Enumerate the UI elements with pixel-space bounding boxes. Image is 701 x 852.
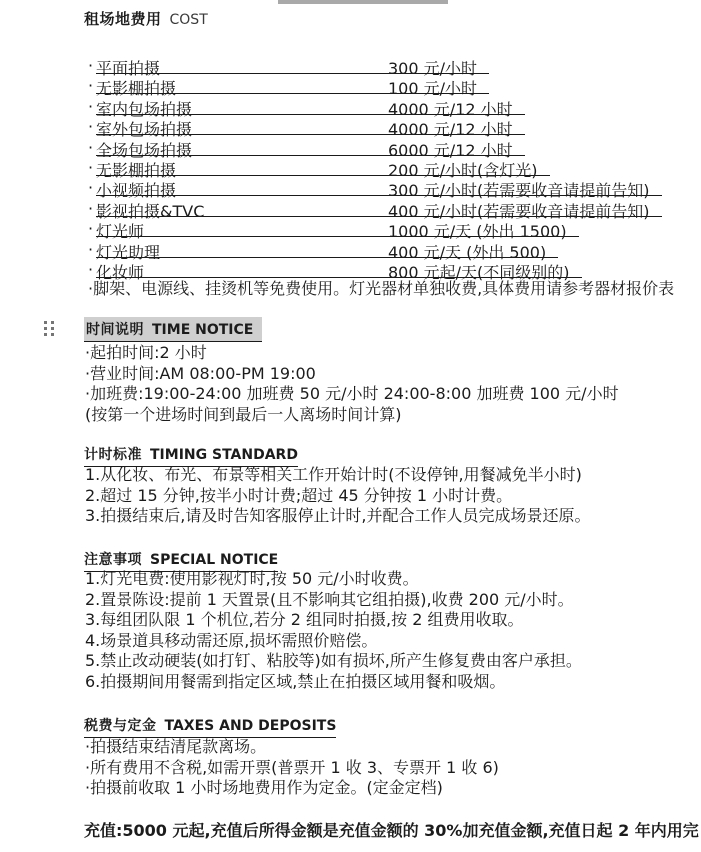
text-line: 3.拍摄结束后,请及时告知客服停止计时,并配合工作人员完成场景还原。 xyxy=(85,506,591,525)
taxes-deposits-title-underline xyxy=(84,715,336,738)
text-line: ·营业时间:AM 08:00-PM 19:00 xyxy=(85,363,316,383)
price-row-line xyxy=(96,239,558,262)
time-notice-title-zh: 时间说明 xyxy=(86,322,144,338)
text-line: 3.每组团队限 1 个机位,若分 2 组同时拍摄,按 2 组费用收取。 xyxy=(85,610,524,629)
price-row-line xyxy=(96,218,579,242)
taxes-deposits-items xyxy=(85,737,499,799)
bullet: · xyxy=(88,198,94,218)
price-row-price: 4000 元/12 小时 xyxy=(388,99,513,119)
text-line: 1.从化妆、布光、布景等相关工作开始计时(不设停钟,用餐减免半小时) xyxy=(85,465,582,484)
recharge-note: 充值:5000 元起,充值后所得金额是充值金额的 30%加充值金额,充值日起 2 年内用完 xyxy=(84,821,699,840)
bullet: · xyxy=(88,137,94,157)
timing-standard-section-title xyxy=(84,444,298,467)
bullet: · xyxy=(88,117,94,137)
price-row-label: 室外包场拍摄 xyxy=(96,120,193,140)
taxes-deposits-section-title xyxy=(84,715,336,738)
taxes-deposits-title-zh: 税费与定金 xyxy=(84,718,157,734)
bullet: · xyxy=(88,76,94,96)
price-row-label: 小视频拍摄 xyxy=(96,181,177,201)
text-line: 2.置景陈设:提前 1 天置景(且不影响其它组拍摄),收费 200 元/小时。 xyxy=(85,589,574,609)
price-row-line xyxy=(96,157,550,180)
price-row-price: 6000 元/12 小时 xyxy=(388,140,513,160)
price-row-line xyxy=(96,75,489,99)
price-row-line xyxy=(96,177,662,201)
price-row-label: 平面拍摄 xyxy=(96,59,161,78)
price-row-line xyxy=(96,96,525,119)
text-line: 1.灯光电费:使用影视灯时,按 50 元/小时收费。 xyxy=(85,569,419,588)
price-row-label: 全场包场拍摄 xyxy=(96,140,193,160)
bullet: · xyxy=(88,56,94,75)
special-notice-title-en: SPECIAL NOTICE xyxy=(150,552,279,568)
text-line: ·所有费用不含税,如需开票(普票开 1 收 3、专票开 1 收 6) xyxy=(85,757,499,777)
price-row-line xyxy=(96,55,489,78)
bullet: · xyxy=(88,259,94,279)
cost-free-items-note-wrap xyxy=(88,279,674,299)
price-row-line xyxy=(96,259,582,282)
price-row-label: 无影棚拍摄 xyxy=(96,160,177,180)
time-notice-items xyxy=(85,343,619,425)
special-notice-items xyxy=(85,569,582,692)
cost-title-en: COST xyxy=(169,12,208,28)
price-row-line xyxy=(96,116,525,140)
price-row-price: 400 元/小时(若需要收音请提前告知) xyxy=(388,201,650,221)
price-row-price: 400 元/天 (外出 500) xyxy=(388,242,547,262)
price-row-price: 300 元/小时 xyxy=(388,59,478,78)
text-line: (按第一个进场时间到最后一人离场时间计算) xyxy=(85,404,402,424)
price-row-line xyxy=(96,137,525,160)
cost-section-title xyxy=(84,8,208,29)
bullet: · xyxy=(88,239,94,259)
time-notice-title-highlight xyxy=(84,317,262,342)
page-top-divider xyxy=(278,0,448,4)
time-notice-section-title xyxy=(84,317,262,342)
text-line: ·加班费:19:00-24:00 加班费 50 元/小时 24:00-8:00 加班费 100 元/小时 xyxy=(85,384,619,403)
price-row-price: 800 元起/天(不同级别的) xyxy=(388,262,570,282)
price-row-label: 室内包场拍摄 xyxy=(96,99,193,119)
text-line: 5.禁止改动硬装(如打钉、粘胶等)如有损坏,所产生修复费由客户承担。 xyxy=(85,651,582,670)
bullet: · xyxy=(88,178,94,198)
drag-handle-icon[interactable] xyxy=(44,321,54,336)
timing-standard-items xyxy=(85,465,590,527)
text-line: 2.超过 15 分钟,按半小时计费;超过 45 分钟按 1 小时计费。 xyxy=(85,485,513,505)
price-row-label: 化妆师 xyxy=(96,262,145,282)
text-line: 4.场景道具移动需还原,损坏需照价赔偿。 xyxy=(85,630,378,650)
bullet: · xyxy=(88,157,94,177)
price-row-price: 200 元/小时(含灯光) xyxy=(388,160,538,180)
time-notice-title-en: TIME NOTICE xyxy=(152,322,254,338)
bullet: · xyxy=(88,219,94,239)
price-row-price: 100 元/小时 xyxy=(388,79,478,99)
timing-standard-title-zh: 计时标准 xyxy=(84,447,142,463)
special-notice-title-zh: 注意事项 xyxy=(84,552,142,568)
price-row-label: 灯光师 xyxy=(96,222,145,242)
timing-standard-title-en: TIMING STANDARD xyxy=(150,447,298,463)
bullet: · xyxy=(88,96,94,116)
text-line: ·拍摄前收取 1 小时场地费用作为定金。(定金定档) xyxy=(85,778,443,797)
price-row-label: 灯光助理 xyxy=(96,242,161,262)
timing-standard-title-underline xyxy=(84,444,298,467)
price-row-label: 影视拍摄&TVC xyxy=(96,201,205,221)
taxes-deposits-title-en: TAXES AND DEPOSITS xyxy=(164,718,337,734)
text-line: ·起拍时间:2 小时 xyxy=(85,343,207,362)
price-row-price: 1000 元/天 (外出 1500) xyxy=(388,222,567,242)
cost-title-zh: 租场地费用 xyxy=(84,10,162,28)
cost-free-items-note: ·脚架、电源线、挂烫机等免费使用。灯光器材单独收费,具体费用请参考器材报价表 xyxy=(88,279,675,298)
price-row-price: 4000 元/12 小时 xyxy=(388,120,513,140)
price-row-price: 300 元/小时(若需要收音请提前告知) xyxy=(388,181,650,201)
text-line: ·拍摄结束结清尾款离场。 xyxy=(85,737,267,756)
price-row-line xyxy=(96,198,662,221)
text-line: 6.拍摄期间用餐需到指定区域,禁止在拍摄区域用餐和吸烟。 xyxy=(85,671,506,691)
price-row-label: 无影棚拍摄 xyxy=(96,79,177,99)
